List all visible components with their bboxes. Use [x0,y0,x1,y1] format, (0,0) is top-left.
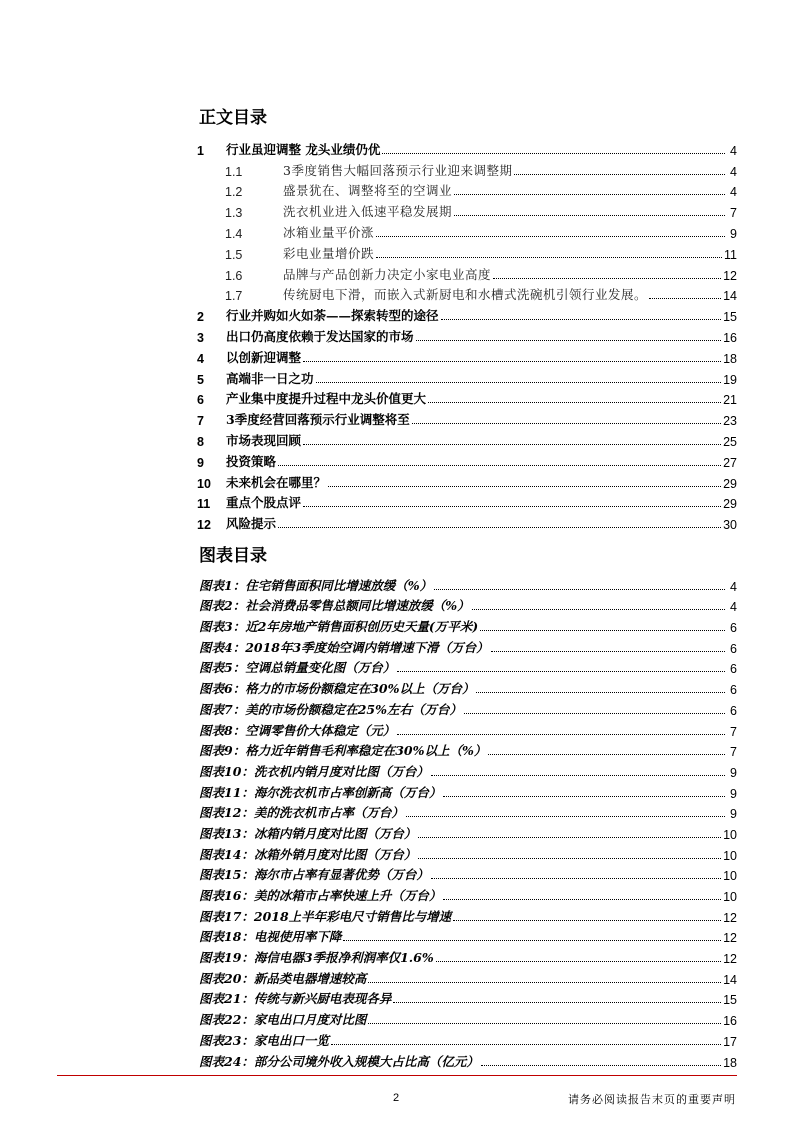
figure-entry[interactable] [199,739,737,760]
toc-entry-number: 6 [197,393,204,408]
toc-entry-number: 5 [197,372,204,387]
dot-leader [278,464,721,466]
toc-entry-page: 14 [723,289,737,304]
figure-entry-page: 10 [723,848,737,863]
figure-entry[interactable] [199,594,737,615]
dot-leader [488,753,725,755]
figure-entry[interactable] [199,925,737,946]
dot-leader [406,815,725,817]
toc-entry-title: 风险提示 [226,516,277,532]
toc-entry-title: 重点个股点评 [226,495,302,511]
toc-entry[interactable] [197,220,737,241]
figure-entry-page: 10 [723,827,737,842]
toc-entry[interactable] [197,158,737,179]
dot-leader [443,898,721,900]
dot-leader [428,401,721,403]
toc-entry-number: 1.5 [225,247,243,262]
dot-leader [454,214,725,216]
dot-leader [480,629,725,631]
figure-entry[interactable] [199,573,737,594]
toc-entry-title: 3季度销售大幅回落预示行业迎来调整期 [283,162,513,178]
figure-entry-page: 12 [723,952,737,967]
figure-entry[interactable] [199,676,737,697]
toc-entry-page: 15 [723,310,737,325]
figure-entry[interactable] [199,614,737,635]
toc-entry-title: 3季度经营回落预示行业调整将至 [226,412,410,428]
figure-entry-page: 6 [730,621,737,636]
toc-entry-number: 1.7 [225,289,243,304]
toc-entry-number: 1.2 [225,185,243,200]
figure-entry[interactable] [199,697,737,718]
dot-leader [431,774,725,776]
dot-leader [443,795,725,797]
toc-entry-page: 30 [723,518,737,533]
dot-leader [397,670,725,672]
dot-leader [303,360,721,362]
figure-entry[interactable] [199,966,737,987]
toc-entry[interactable] [197,449,737,470]
figure-entry-title: 图表22：家电出口月度对比图 [199,1012,367,1028]
figure-entry-page: 9 [730,786,737,801]
toc-entry-page: 9 [730,226,737,241]
figure-entry-page: 9 [730,807,737,822]
figure-entry-title: 图表6：格力的市场份额稳定在30%以上（万台） [199,681,475,697]
dot-leader [331,1043,721,1045]
toc-entry[interactable] [197,199,737,220]
figure-entry-title: 图表16：美的冰箱市占率快速上升（万台） [199,888,442,903]
figure-entry-title: 图表3：近2年房地产销售面积创历史天量(万平米) [199,619,479,635]
dot-leader [491,650,725,652]
dot-leader [376,256,722,258]
toc-entry-page: 12 [723,268,737,283]
figure-entry[interactable] [199,945,737,966]
toc-title: 正文目录 [199,108,267,128]
toc-entry[interactable] [197,262,737,283]
figure-entry-page: 18 [723,1055,737,1070]
dot-leader [393,1001,721,1003]
toc-entry-title: 高端非一日之功 [226,370,314,386]
toc-entry[interactable] [197,470,737,491]
dot-leader [343,939,721,941]
dot-leader [493,277,721,279]
figure-entry-page: 12 [723,931,737,946]
figure-entry-title: 图表2：社会消费品零售总额同比增速放缓（%） [199,598,470,614]
figure-entry-page: 16 [723,1014,737,1029]
toc-entry-page: 4 [730,185,737,200]
figure-entry[interactable] [199,842,737,863]
figure-entry-title: 图表17：2018上半年彩电尺寸销售比与增速 [199,908,452,924]
toc-entry-page: 4 [730,143,737,158]
toc-entry-title: 品牌与产品创新力决定小家电业高度 [283,266,492,282]
figure-entry-title: 图表18：电视使用率下降 [199,929,342,945]
figure-entry-title: 图表7：美的市场份额稳定在25%左右（万台） [199,701,462,717]
toc-entry-title: 投资策略 [226,453,277,469]
figure-list-title: 图表目录 [199,546,267,566]
figure-entry-title: 图表9：格力近年销售毛利率稳定在30%以上（%） [199,743,487,759]
toc-entry-page: 18 [723,351,737,366]
figure-entry[interactable] [199,1007,737,1028]
footer-disclaimer: 请务必阅读报告末页的重要声明 [568,1093,736,1106]
toc-entry-title: 传统厨电下滑，而嵌入式新厨电和水槽式洗碗机引领行业发展。 [283,287,648,303]
figure-entry-page: 6 [730,703,737,718]
dot-leader [476,691,725,693]
figure-entry[interactable] [199,1028,737,1049]
toc-entry-page: 29 [723,497,737,512]
toc-entry-number: 1.4 [225,226,243,241]
toc-entry-title: 产业集中度提升过程中龙头价值更大 [226,391,427,407]
figure-entry-title: 图表4：2018年3季度始空调内销增速下滑（万台） [199,639,489,655]
toc-entry[interactable] [197,387,737,408]
toc-entry-number: 11 [197,497,211,512]
figure-entry[interactable] [199,635,737,656]
dot-leader [382,152,725,154]
toc-entry-number: 1.3 [225,206,243,221]
figure-entry[interactable] [199,1049,737,1070]
figure-entry-page: 9 [730,765,737,780]
toc-entry-number: 2 [197,310,204,325]
figure-entry-page: 4 [730,600,737,615]
toc-entry[interactable] [197,511,737,532]
toc-entry-title: 行业并购如火如荼——探索转型的途径 [226,308,439,324]
toc-entry[interactable] [197,345,737,366]
figure-entry[interactable] [199,883,737,904]
figure-entry-title: 图表8：空调零售价大体稳定（元） [199,722,396,738]
dot-leader [514,173,725,175]
toc-entry-page: 25 [723,434,737,449]
figure-entry-page: 7 [730,724,737,739]
toc-entry-title: 未来机会在哪里？ [226,474,327,490]
toc-entry[interactable] [197,324,737,345]
dot-leader [316,381,722,383]
dot-leader [431,877,721,879]
dot-leader [434,588,725,590]
figure-entry-title: 图表1：住宅销售面积同比增速放缓（%） [199,577,433,593]
toc-entry[interactable] [197,428,737,449]
figure-entry[interactable] [199,656,737,677]
figure-entry[interactable] [199,718,737,739]
toc-entry[interactable] [197,137,737,158]
toc-entry-number: 3 [197,330,204,345]
figure-entry[interactable] [199,863,737,884]
figure-entry-page: 12 [723,910,737,925]
figure-entry-page: 17 [723,1034,737,1049]
footer-divider [57,1075,737,1076]
figure-entry-title: 图表19：海信电器3季报净利润率仅1.6% [199,950,434,966]
figure-entry[interactable] [199,801,737,822]
dot-leader [278,526,721,528]
toc-entry[interactable] [197,366,737,387]
dot-leader [368,981,721,983]
toc-entry-number: 1 [197,143,204,158]
toc-entry-title: 市场表现回顾 [226,432,302,448]
toc-entry-number: 12 [197,518,211,533]
toc-entry-page: 21 [723,393,737,408]
figure-list [199,573,737,1070]
figure-entry-title: 图表12：美的洗衣机市占率（万台） [199,805,404,821]
figure-entry-title: 图表15：海尔市占率有显著优势（万台） [199,867,429,883]
toc-entry-page: 7 [730,206,737,221]
dot-leader [328,485,721,487]
figure-entry-title: 图表23：家电出口一览 [199,1032,329,1048]
toc-entry-title: 冰箱业量平价涨 [283,224,375,240]
toc-entry-page: 29 [723,476,737,491]
figure-entry-title: 图表20：新品类电器增速较高 [199,970,367,986]
figure-entry-page: 4 [730,579,737,594]
figure-entry-page: 6 [730,662,737,677]
dot-leader [397,733,725,735]
page-number: 2 [393,1092,400,1104]
dot-leader [481,1064,721,1066]
toc-entry[interactable] [197,303,737,324]
figure-entry[interactable] [199,987,737,1008]
figure-entry-title: 图表10：洗衣机内销月度对比图（万台） [199,763,429,779]
dot-leader [464,712,725,714]
figure-entry-page: 7 [730,745,737,760]
figure-entry-page: 10 [723,890,737,904]
figure-entry-title: 图表11：海尔洗衣机市占率创新高（万台） [199,784,442,800]
figure-entry[interactable] [199,759,737,780]
figure-entry-page: 6 [730,641,737,656]
toc-entry[interactable] [197,179,737,200]
figure-entry-title: 图表24：部分公司境外收入规模大占比高（亿元） [199,1053,479,1069]
toc-entry-number: 10 [197,476,211,491]
toc-entry-number: 8 [197,434,204,449]
toc-entry-title: 彩电业量增价跌 [283,245,375,261]
figure-entry-page: 15 [723,993,737,1008]
toc-entry-page: 19 [723,372,737,387]
dot-leader [453,919,721,921]
toc-entry-page: 16 [723,330,737,345]
toc-entry-title: 盛景犹在、调整将至的空调业 [283,183,453,199]
toc-list [197,137,737,532]
toc-entry-number: 4 [197,351,204,366]
toc-entry[interactable] [197,491,737,512]
figure-entry-title: 图表13：冰箱内销月度对比图（万台） [199,825,417,841]
toc-entry-number: 1.6 [225,268,243,283]
figure-entry[interactable] [199,780,737,801]
figure-entry-page: 10 [723,869,737,884]
figure-entry-title: 图表5：空调总销量变化图（万台） [199,660,396,676]
dot-leader [303,443,721,445]
figure-entry-page: 6 [730,683,737,698]
dot-leader [412,422,721,424]
figure-entry-title: 图表21：传统与新兴厨电表现各异 [199,991,392,1007]
toc-entry[interactable] [197,283,737,304]
toc-entry-page: 4 [730,164,737,179]
figure-entry-title: 图表14：冰箱外销月度对比图（万台） [199,846,417,862]
toc-entry-page: 11 [724,247,737,262]
dot-leader [418,857,721,859]
toc-entry-title: 以创新迎调整 [226,349,302,365]
toc-entry-title: 出口仍高度依赖于发达国家的市场 [226,328,414,344]
dot-leader [472,608,725,610]
dot-leader [418,836,721,838]
dot-leader [649,297,721,299]
dot-leader [416,339,722,341]
toc-entry-page: 27 [723,455,737,470]
figure-entry[interactable] [199,904,737,925]
figure-entry-page: 14 [723,972,737,987]
toc-entry[interactable] [197,241,737,262]
dot-leader [303,505,721,507]
dot-leader [368,1022,721,1024]
figure-entry[interactable] [199,821,737,842]
toc-entry-number: 9 [197,455,204,470]
dot-leader [436,960,721,962]
toc-entry-number: 7 [197,414,204,429]
dot-leader [376,235,725,237]
dot-leader [454,193,725,195]
toc-entry-page: 23 [723,414,737,429]
toc-entry-title: 洗衣机业进入低速平稳发展期 [283,204,453,220]
toc-entry-number: 1.1 [225,164,243,179]
toc-entry-title: 行业虽迎调整 龙头业绩仍优 [226,141,381,157]
toc-entry[interactable] [197,407,737,428]
dot-leader [441,318,722,320]
